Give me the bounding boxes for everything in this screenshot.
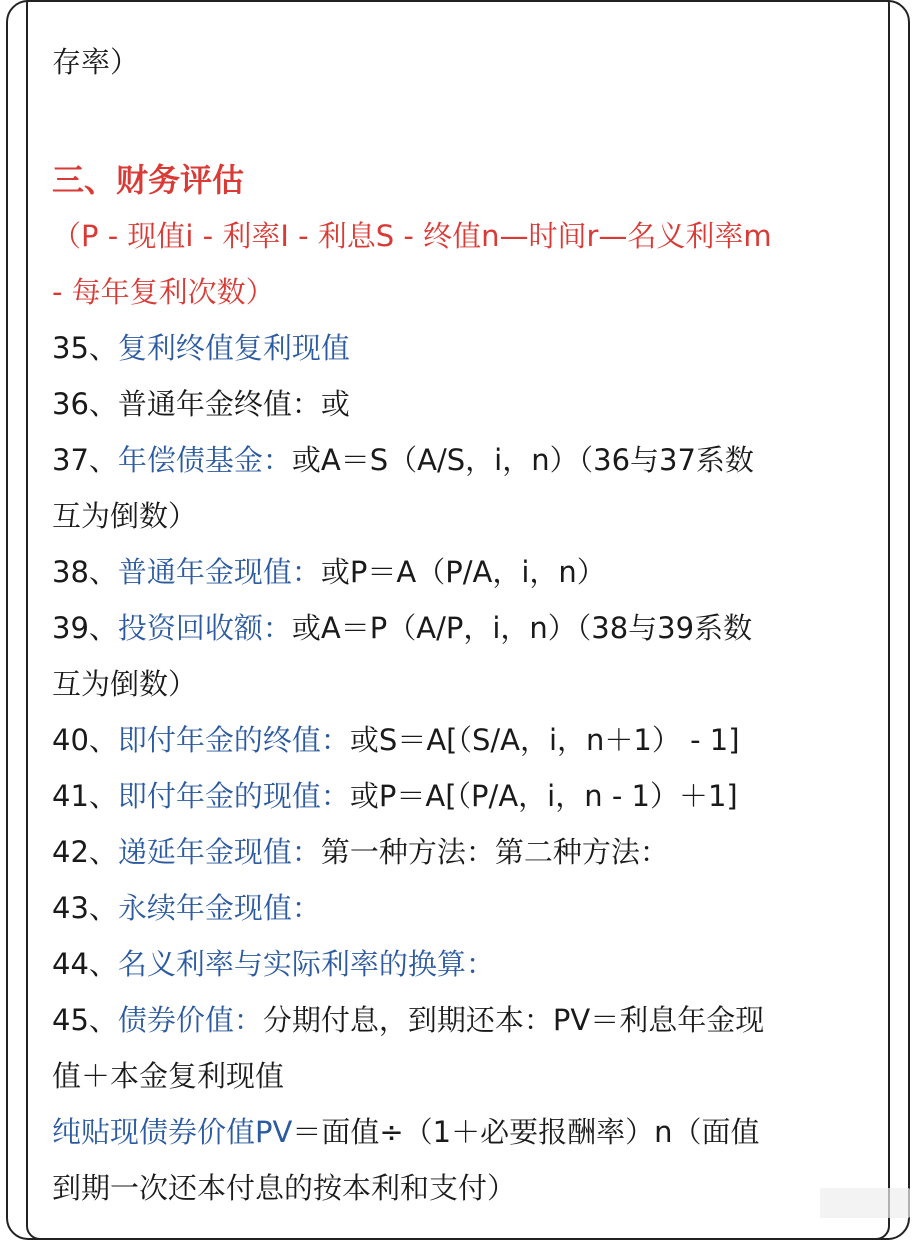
- item-number: 43、: [52, 891, 118, 925]
- document-body: [52, 0, 872, 1216]
- item-title: 纯贴现债券价值PV: [52, 1115, 293, 1149]
- item-45: [52, 992, 872, 1048]
- item-38: [52, 544, 872, 600]
- item-formula: 第一种方法：第二种方法：: [320, 835, 669, 869]
- item-35: [52, 320, 872, 376]
- item-title: 即付年金的现值：: [117, 779, 350, 813]
- item-title: 复利终值复利现值: [117, 331, 350, 365]
- item-number: 44、: [52, 947, 118, 981]
- item-formula: 或A＝S（A/S，i，n）（36与37系数: [291, 443, 754, 477]
- item-43: [52, 880, 872, 936]
- item-title: 递延年金现值：: [117, 835, 321, 869]
- item-number: 36、: [52, 387, 118, 421]
- item-title: 即付年金的终值：: [117, 723, 350, 757]
- item-46-continued: 到期一次还本付息的按本利和支付）: [52, 1171, 517, 1205]
- item-45-continued: 值＋本金复利现值: [52, 1059, 285, 1093]
- item-formula: 分期付息，到期还本：PV＝利息年金现: [262, 1003, 765, 1037]
- item-formula: 或P＝A（P/A，i，n）: [320, 555, 606, 589]
- item-36: [52, 376, 872, 432]
- item-39-continued: 互为倒数）: [52, 667, 198, 701]
- item-42: [52, 824, 872, 880]
- item-formula: 或P＝A[（P/A，i，n - 1）＋1]: [349, 779, 738, 813]
- item-title: 投资回收额：: [117, 611, 292, 645]
- item-formula: ＝面值÷（1＋必要报酬率）n（面值: [292, 1115, 760, 1149]
- watermark-badge: [820, 1188, 910, 1218]
- item-number: 45、: [52, 1003, 118, 1037]
- item-title: 年偿债基金：: [117, 443, 292, 477]
- item-number: 39、: [52, 611, 118, 645]
- item-title: 普通年金现值：: [117, 555, 321, 589]
- item-37: [52, 432, 872, 488]
- variable-legend-line-1: （P - 现值i - 利率I - 利息S - 终值n—时间r—名义利率m: [52, 219, 772, 253]
- variable-legend-line-2: - 每年复利次数）: [52, 275, 275, 309]
- item-title: 普通年金终值：或: [117, 387, 350, 421]
- item-41: [52, 768, 872, 824]
- item-37-continued: 互为倒数）: [52, 499, 198, 533]
- item-formula: 或S＝A[（S/A，i，n＋1） - 1]: [349, 723, 740, 757]
- item-title: 债券价值：: [117, 1003, 263, 1037]
- item-formula: 或A＝P（A/P，i，n）（38与39系数: [291, 611, 753, 645]
- item-number: 35、: [52, 331, 118, 365]
- item-title: 永续年金现值：: [117, 891, 321, 925]
- item-number: 37、: [52, 443, 118, 477]
- item-number: 42、: [52, 835, 118, 869]
- item-44: [52, 936, 872, 992]
- item-number: 41、: [52, 779, 118, 813]
- item-39: [52, 600, 872, 656]
- line-continuation: 存率）: [52, 45, 140, 79]
- item-40: [52, 712, 872, 768]
- item-46: [52, 1104, 872, 1160]
- section-heading: 三、财务评估: [52, 161, 245, 199]
- item-title: 名义利率与实际利率的换算：: [117, 947, 495, 981]
- item-number: 40、: [52, 723, 118, 757]
- item-number: 38、: [52, 555, 118, 589]
